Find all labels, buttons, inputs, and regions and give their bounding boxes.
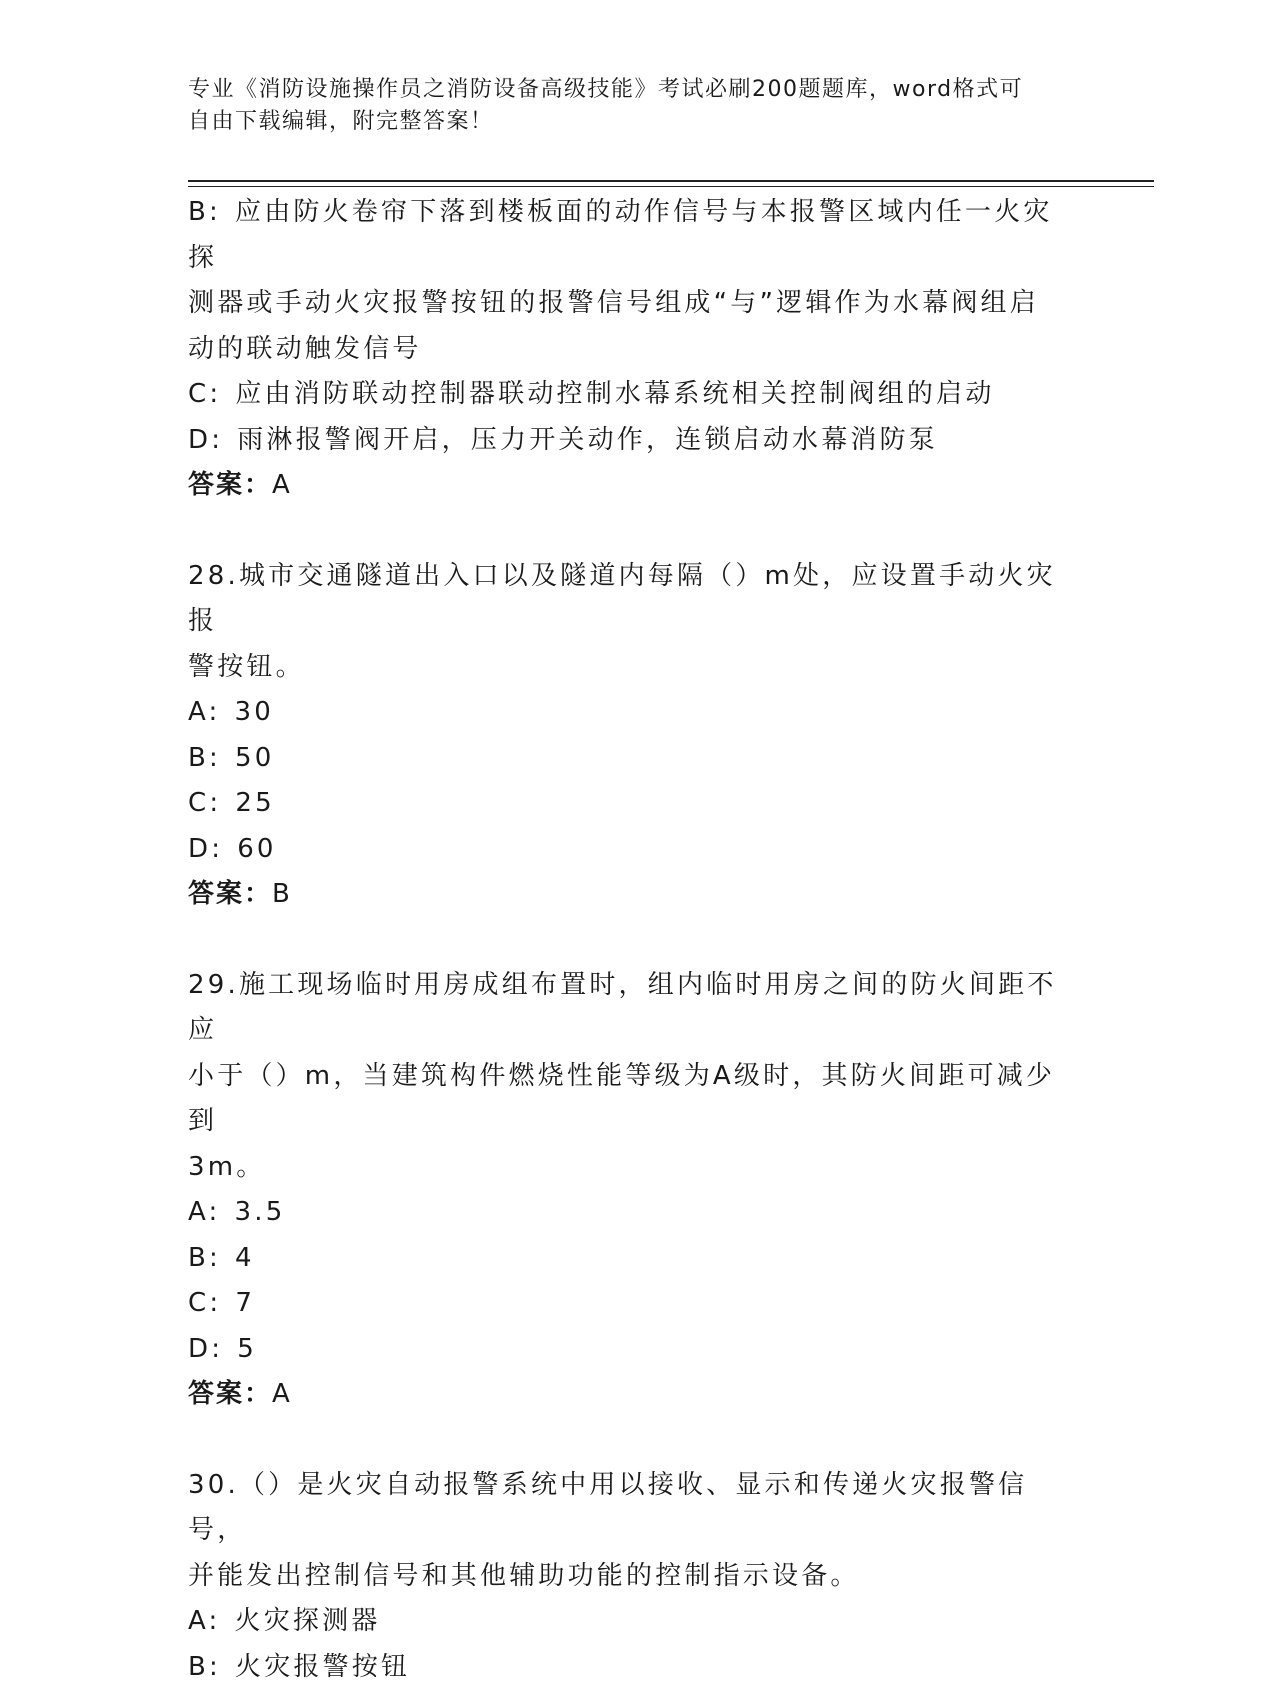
option-key: B: (188, 1652, 221, 1682)
option-c (188, 1281, 1068, 1327)
option-text: 动的联动触发信号 (188, 327, 1068, 373)
question-stem: 小于（）m，当建筑构件燃烧性能等级为A级时，其防火间距可减少到 (188, 1054, 1068, 1145)
question-stem: 29.施工现场临时用房成组布置时，组内临时用房之间的防火间距不应 (188, 963, 1068, 1054)
option-d (188, 827, 1068, 873)
answer (188, 1372, 1068, 1418)
header-line-1: 专业《消防设施操作员之消防设备高级技能》考试必刷200题题库，word格式可 (188, 74, 1068, 106)
option-a (188, 1190, 1068, 1236)
option-text: 50 (235, 743, 274, 773)
question-stem: 28.城市交通隧道出入口以及隧道内每隔（）m处，应设置手动火灾报 (188, 554, 1068, 645)
option-a (188, 690, 1068, 736)
option-text: 火灾探测器 (235, 1606, 381, 1636)
document-header (188, 74, 1068, 138)
question-stem: 30.（）是火灾自动报警系统中用以接收、显示和传递火灾报警信号， (188, 1463, 1068, 1554)
question-stem: 警按钮。 (188, 645, 1068, 691)
option-b (188, 190, 1068, 372)
question-30 (188, 1463, 1068, 1690)
option-key: C: (188, 379, 221, 409)
header-rule-thin (188, 186, 1154, 187)
option-key: D: (188, 834, 223, 864)
option-b (188, 1236, 1068, 1282)
option-text: 应由消防联动控制器联动控制水幕系统相关控制阀组的启动 (235, 379, 994, 409)
answer-value: A (272, 1379, 292, 1409)
option-c (188, 372, 1068, 418)
option-text: 应由防火卷帘下落到楼板面的动作信号与本报警区域内任一火灾探 (188, 197, 1053, 273)
option-key: B: (188, 743, 221, 773)
option-key: A: (188, 697, 221, 727)
option-text: 5 (237, 1334, 257, 1364)
option-key: D: (188, 425, 223, 455)
option-d (188, 1327, 1068, 1373)
answer-value: B (272, 879, 292, 909)
option-text: 4 (235, 1243, 255, 1273)
answer-value: A (272, 470, 292, 500)
option-text: 25 (235, 788, 274, 818)
option-text: 30 (235, 697, 274, 727)
option-text: 60 (237, 834, 276, 864)
option-a (188, 1599, 1068, 1645)
question-continued (188, 190, 1068, 509)
option-text: 测器或手动火灾报警按钮的报警信号组成“与”逻辑作为水幕阀组启 (188, 281, 1068, 327)
option-text: 雨淋报警阀开启，压力开关动作，连锁启动水幕消防泵 (237, 425, 938, 455)
question-stem: 3m。 (188, 1145, 1068, 1191)
answer (188, 463, 1068, 509)
option-text: 火灾报警按钮 (235, 1652, 410, 1682)
option-text: 3.5 (235, 1197, 286, 1227)
option-key: B: (188, 197, 221, 227)
option-b (188, 1645, 1068, 1690)
answer-label: 答案： (188, 879, 272, 909)
document-body (188, 190, 1068, 1690)
option-d (188, 418, 1068, 464)
question-29 (188, 963, 1068, 1418)
answer (188, 872, 1068, 918)
option-key: C: (188, 1288, 221, 1318)
option-key: C: (188, 788, 221, 818)
header-line-2: 自由下载编辑，附完整答案！ (188, 106, 1068, 138)
question-28 (188, 554, 1068, 918)
header-rule-thick (188, 180, 1154, 182)
option-key: A: (188, 1197, 221, 1227)
option-key: B: (188, 1243, 221, 1273)
option-key: A: (188, 1606, 221, 1636)
question-stem: 并能发出控制信号和其他辅助功能的控制指示设备。 (188, 1554, 1068, 1600)
option-text: 7 (235, 1288, 255, 1318)
answer-label: 答案： (188, 1379, 272, 1409)
option-key: D: (188, 1334, 223, 1364)
answer-label: 答案： (188, 470, 272, 500)
option-b (188, 736, 1068, 782)
option-c (188, 781, 1068, 827)
